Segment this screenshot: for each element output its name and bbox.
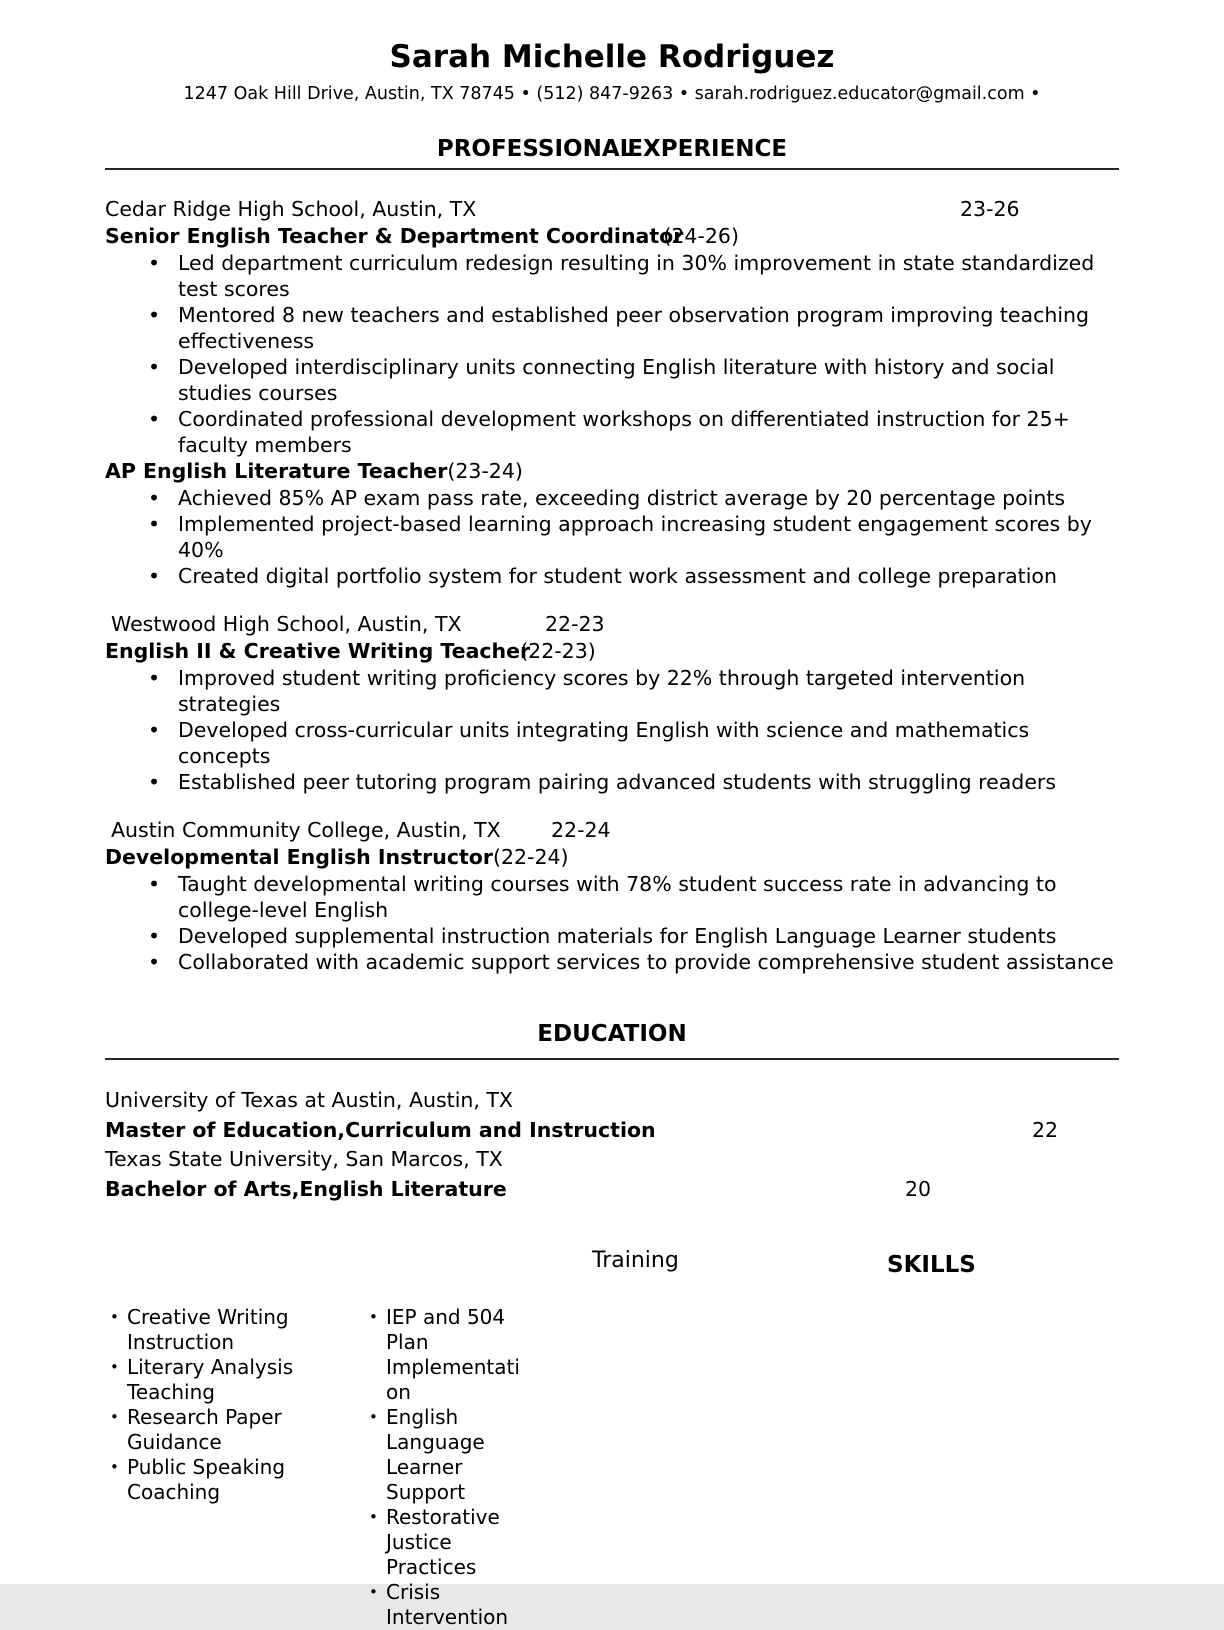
school-name: Texas State University, San Marcos, TX [105,1147,503,1171]
skill-item: • Crisis Intervention [369,1580,526,1630]
company-row [105,611,1119,638]
bullet-list [105,250,1119,458]
company-name: Cedar Ridge High School, Austin, TX [105,197,477,221]
bullet-item: • Taught developmental writing courses with 78% student success rate in advancing to college-level English [105,871,1119,923]
position-title-row [105,638,1119,665]
job [105,611,1119,795]
bullet-list [105,665,1119,795]
bullet-item: • Improved student writing proficiency scores by 22% through targeted intervention strategies [105,665,1119,717]
degree-name: Master of Education,Curriculum and Instruction [105,1117,656,1142]
skills-heading: SKILLS [887,1252,976,1278]
experience-heading-part1: PROFESSIONAL [436,136,635,162]
job [105,196,1119,589]
skills-column [110,1305,300,1505]
experience-heading-part2: EXPERIENCE [627,136,788,162]
degree-year: 22 [1032,1117,1059,1142]
position-title: Developmental English Instructor [105,845,493,869]
company-dates: 22-24 [551,818,611,842]
skills-header-row [105,1246,1119,1305]
degree-row [105,1116,1119,1146]
training-heading: Training [592,1248,679,1273]
bullet-list [105,871,1119,975]
education-section [105,1086,1119,1204]
section-divider [105,168,1119,170]
company-dates: 23-26 [960,197,1020,221]
bullet-item: • Created digital portfolio system for student work assessment and college preparation [105,563,1119,589]
bullet-item: • Established peer tutoring program pairing advanced students with struggling readers [105,769,1119,795]
job [105,817,1119,975]
education-entry [105,1145,1119,1204]
degree-row [105,1175,1119,1205]
bullet-item: • Led department curriculum redesign resulting in 30% improvement in state standardized test scores [105,250,1119,302]
position-title: AP English Literature Teacher [105,459,448,483]
degree-name: Bachelor of Arts,English Literature [105,1176,507,1201]
position-title-row [105,223,1119,250]
position-dates: (24-26) [663,224,739,248]
skills-section [105,1305,1119,1630]
bullet-item: • Collaborated with academic support services to provide comprehensive student assistance [105,949,1119,975]
position-dates: (23-24) [447,459,523,483]
experience-section [105,196,1119,975]
bullet-item: • Developed supplemental instruction materials for English Language Learner students [105,923,1119,949]
bullet-item: • Developed interdisciplinary units connecting English literature with history and social studies courses [105,354,1119,406]
experience-section-heading [105,136,1119,163]
company-row [105,196,1119,223]
position-title-row [105,844,1119,871]
bullet-list [105,485,1119,589]
position-title: Senior English Teacher & Department Coordinator [105,224,684,248]
bullet-item: • Mentored 8 new teachers and established peer observation program improving teaching effectiveness [105,302,1119,354]
skills-list [369,1305,526,1630]
position-title: English II & Creative Writing Teacher [105,639,531,663]
skill-item: • Literary Analysis Teaching [110,1355,300,1405]
bullet-item: • Coordinated professional development workshops on differentiated instruction for 25+ faculty members [105,406,1119,458]
bullet-item: • Developed cross-curricular units integrating English with science and mathematics concepts [105,717,1119,769]
company-name: Austin Community College, Austin, TX [111,818,501,842]
skill-item: • Research Paper Guidance [110,1405,300,1455]
contact-line: 1247 Oak Hill Drive, Austin, TX 78745 • (512) 847-9263 • sarah.rodriguez.educator@gmail.com • [183,84,1041,104]
skills-list [110,1305,300,1505]
company-row [105,817,1119,844]
skill-item: • Restorative Justice Practices [369,1505,526,1580]
degree-year: 20 [905,1176,932,1201]
company-name: Westwood High School, Austin, TX [111,612,462,636]
skill-item: • IEP and 504 Plan Implementation [369,1305,526,1405]
position-title-row [105,458,1119,485]
person-name: Sarah Michelle Rodriguez [389,39,835,75]
skill-item: • Public Speaking Coaching [110,1455,300,1505]
bullet-item: • Implemented project-based learning approach increasing student engagement scores by 40% [105,511,1119,563]
skill-item: • Creative Writing Instruction [110,1305,300,1355]
education-entry [105,1086,1119,1145]
position-dates: (22-24) [492,845,569,869]
section-divider [105,1058,1119,1060]
skill-item: • English Language Learner Support [369,1405,526,1505]
position-dates: (22-23) [520,639,596,663]
bullet-item: • Achieved 85% AP exam pass rate, exceeding district average by 20 percentage points [105,485,1119,511]
company-dates: 22-23 [545,612,605,636]
education-section-heading: EDUCATION [537,1021,687,1047]
school-name: University of Texas at Austin, Austin, TX [105,1088,513,1112]
skills-column [369,1305,526,1630]
